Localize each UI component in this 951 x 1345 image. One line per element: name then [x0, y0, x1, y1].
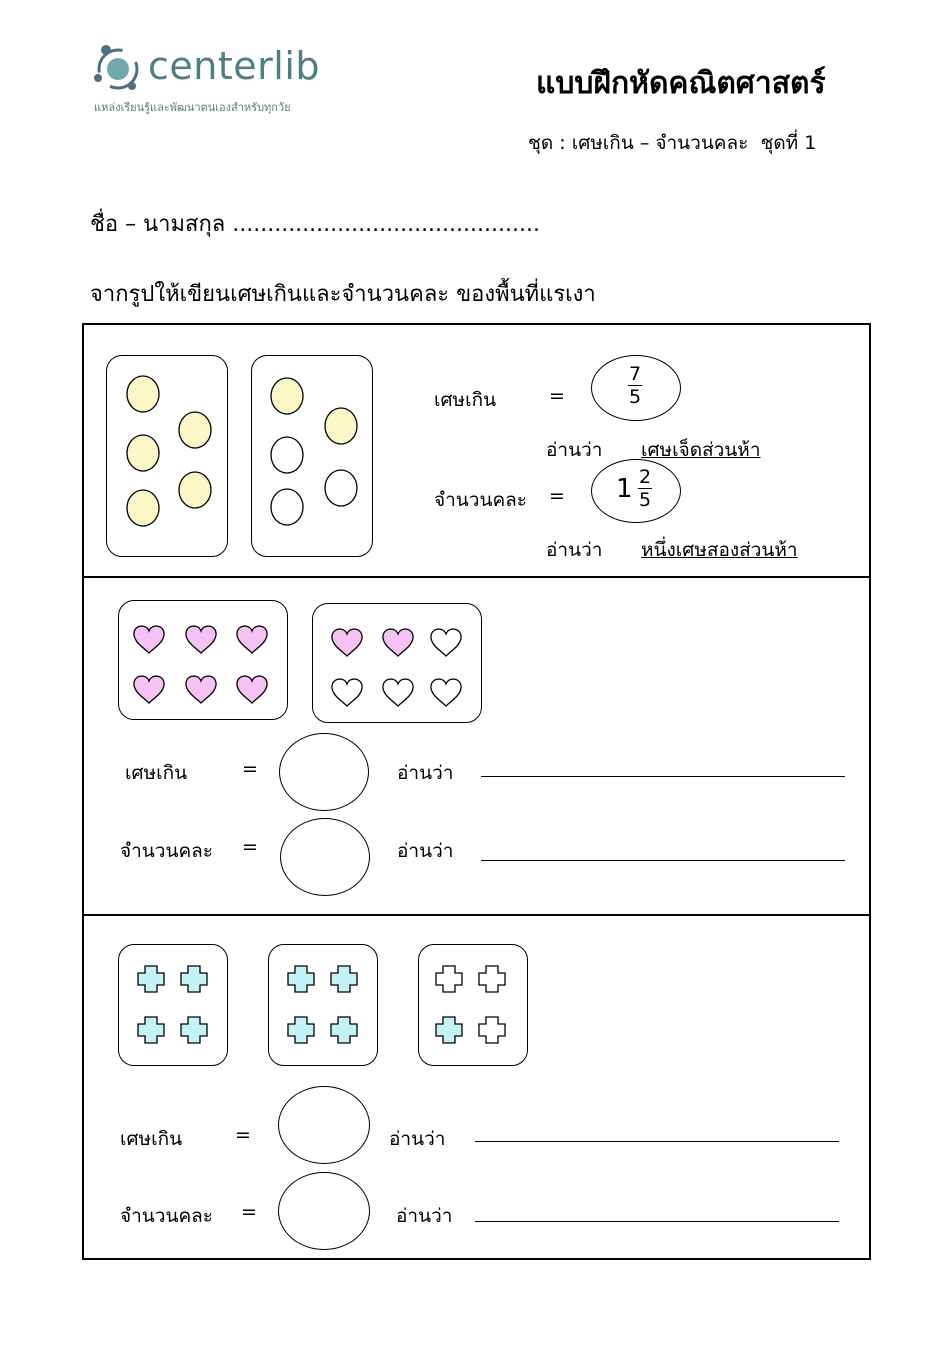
mixed-answer-oval[interactable] [278, 1172, 370, 1250]
read-as-label: อ่านว่า [396, 1205, 453, 1227]
shape-oval [271, 489, 303, 525]
numerator: 7 [628, 363, 642, 385]
mixed-label: จำนวนคละ [120, 1205, 214, 1227]
cross-shape [436, 966, 462, 992]
improper-label: เศษเกิน [120, 1128, 183, 1150]
mixed-fraction [638, 467, 652, 510]
mixed-answer-oval [591, 459, 681, 523]
mixed-label: จำนวนคละ [434, 489, 528, 511]
cross-shape [479, 1017, 505, 1043]
problem-1-card-1 [118, 600, 288, 720]
improper-answer-oval [591, 355, 681, 421]
heart-shape [237, 676, 267, 703]
cross-shape [138, 1017, 164, 1043]
cross-shape [331, 1017, 357, 1043]
problem-2-section [82, 914, 871, 1260]
cross-shape [436, 1017, 462, 1043]
heart-shape [431, 679, 461, 706]
heart-shape [383, 679, 413, 706]
equals-sign: = [241, 1201, 257, 1223]
read-as-label: อ่านว่า [389, 1128, 446, 1150]
numerator: 2 [638, 466, 652, 488]
shape-oval [127, 376, 159, 412]
instruction: จากรูปให้เขียนเศษเกินและจำนวนคละ ของพื้นที่แรเงา [90, 282, 596, 307]
problem-2-card-1 [118, 944, 228, 1066]
improper-reading: เศษเจ็ดส่วนห้า [641, 439, 761, 461]
page-title: แบบฝึกหัดคณิตศาสตร์ [536, 66, 826, 101]
name-line: ชื่อ – นามสกุล ............................................ [90, 212, 540, 237]
read-as-label: อ่านว่า [546, 439, 603, 461]
mixed-reading-line[interactable] [475, 1221, 839, 1222]
heart-shape [134, 626, 164, 653]
improper-answer-oval[interactable] [279, 733, 369, 811]
mixed-reading: หนึ่งเศษสองส่วนห้า [641, 539, 798, 561]
cross-shape [288, 1017, 314, 1043]
problem-2-card-2 [268, 944, 378, 1066]
improper-reading-line[interactable] [481, 776, 845, 777]
heart-shape [134, 676, 164, 703]
cross-shape [331, 966, 357, 992]
mixed-label: จำนวนคละ [120, 840, 214, 862]
equals-sign: = [235, 1124, 251, 1146]
heart-shape [237, 626, 267, 653]
heart-shape [383, 629, 413, 656]
mixed-answer-oval[interactable] [280, 818, 370, 896]
improper-fraction [628, 364, 642, 407]
equals-sign: = [549, 385, 565, 407]
shape-oval [179, 412, 211, 448]
cross-shape [138, 966, 164, 992]
shape-oval [127, 435, 159, 471]
mixed-whole: 1 [616, 474, 633, 504]
example-card-2 [251, 355, 373, 557]
equals-sign: = [242, 758, 258, 780]
read-as-label: อ่านว่า [397, 762, 454, 784]
read-as-label: อ่านว่า [397, 840, 454, 862]
problem-1-section [82, 576, 871, 916]
cross-shape [181, 1017, 207, 1043]
improper-label: เศษเกิน [125, 762, 188, 784]
shape-oval [271, 378, 303, 414]
read-as-label: อ่านว่า [546, 539, 603, 561]
cross-shape [479, 966, 505, 992]
mixed-reading-line[interactable] [481, 860, 845, 861]
equals-sign: = [242, 836, 258, 858]
heart-shape [186, 626, 216, 653]
denominator: 5 [638, 489, 652, 511]
page-subtitle: ชุด : เศษเกิน – จำนวนคละ ชุดที่ 1 [528, 132, 817, 154]
centerlib-logo-icon [92, 42, 144, 94]
example-section [82, 323, 871, 578]
shape-oval [179, 472, 211, 508]
cross-shape [288, 966, 314, 992]
logo-wordmark: centerlib [148, 44, 320, 88]
shape-oval [271, 437, 303, 473]
logo-tagline: แหล่งเรียนรู้และพัฒนาตนเองสำหรับทุกวัย [94, 101, 291, 114]
heart-shape [186, 676, 216, 703]
shape-oval [325, 470, 357, 506]
shape-oval [127, 490, 159, 526]
example-card-1 [106, 355, 228, 557]
problem-1-card-2 [312, 603, 482, 723]
heart-shape [431, 629, 461, 656]
improper-reading-line[interactable] [475, 1141, 839, 1142]
problem-2-card-3 [418, 944, 528, 1066]
improper-label: เศษเกิน [434, 389, 497, 411]
improper-answer-oval[interactable] [278, 1086, 370, 1164]
shape-oval [325, 408, 357, 444]
denominator: 5 [628, 386, 642, 408]
equals-sign: = [549, 485, 565, 507]
heart-shape [332, 679, 362, 706]
cross-shape [181, 966, 207, 992]
heart-shape [332, 629, 362, 656]
